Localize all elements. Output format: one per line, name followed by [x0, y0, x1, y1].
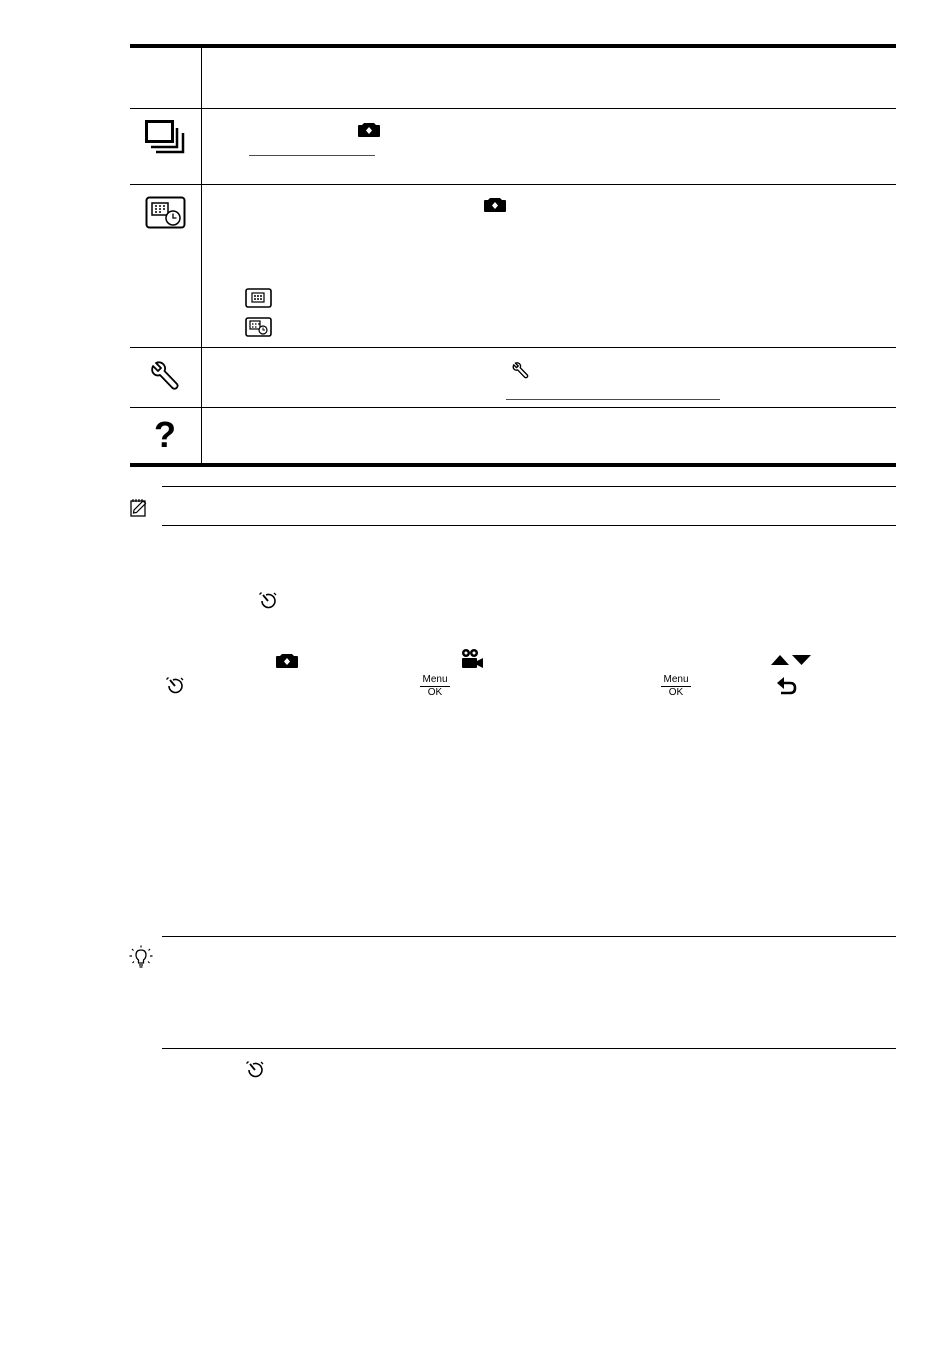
video-mode-icon — [460, 648, 484, 670]
note-top-rule — [162, 486, 896, 487]
self-timer-icon — [245, 1061, 265, 1079]
help-question-icon: ? — [154, 414, 176, 455]
tip-lightbulb-icon — [129, 945, 153, 969]
table-row-divider — [130, 184, 896, 185]
menu-ok-button-icon — [661, 674, 691, 698]
table-top-rule — [130, 44, 896, 48]
camera-mode-icon — [357, 122, 381, 138]
menu-label: Menu — [420, 674, 450, 687]
ok-label: OK — [668, 687, 684, 698]
self-timer-icon — [258, 592, 278, 610]
ok-label: OK — [427, 687, 443, 698]
table-column-divider — [201, 48, 202, 465]
up-down-arrows-icon — [770, 654, 812, 666]
tip-top-rule — [162, 936, 896, 937]
date-time-stamp-icon — [145, 196, 187, 230]
table-row-divider — [130, 347, 896, 348]
date-and-time-icon — [245, 317, 272, 337]
table-row-divider — [130, 407, 896, 408]
date-only-icon — [245, 288, 272, 308]
table-row-divider — [130, 108, 896, 109]
self-timer-icon — [165, 677, 185, 695]
menu-label: Menu — [661, 674, 691, 687]
camera-mode-icon — [483, 197, 507, 213]
burst-reference-link-underline[interactable] — [249, 155, 375, 156]
table-bottom-rule — [130, 463, 896, 467]
note-bottom-rule — [162, 525, 896, 526]
burst-icon — [145, 120, 187, 154]
setup-reference-link-underline[interactable] — [506, 399, 720, 400]
note-icon — [130, 497, 152, 517]
camera-mode-icon — [275, 653, 299, 669]
setup-wrench-icon — [512, 362, 529, 379]
tip-bottom-rule — [162, 1048, 896, 1049]
setup-wrench-icon — [150, 361, 180, 391]
back-arrow-icon — [776, 676, 798, 696]
menu-ok-button-icon — [420, 674, 450, 698]
